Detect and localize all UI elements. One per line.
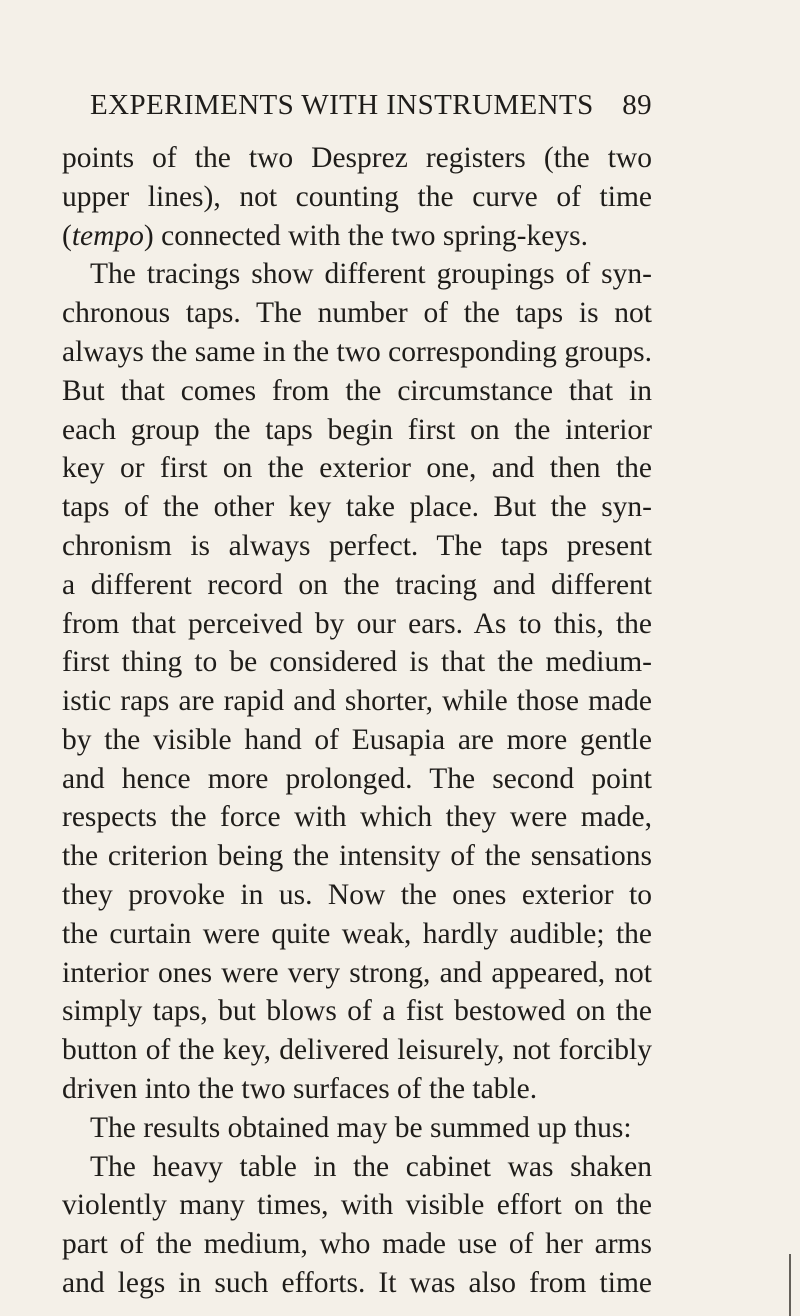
text-line-27: The heavy table in the cabinet was shaken: [90, 1151, 652, 1183]
text-line-08: each group the taps begin first on the interior: [62, 414, 652, 446]
text-line-03-italic: tempo: [71, 220, 144, 252]
text-line-03-prefix: (: [62, 220, 72, 252]
text-line-20: they provoke in us. Now the ones exterior to: [62, 879, 652, 911]
text-line-26: The results obtained may be summed up thus:: [90, 1112, 632, 1144]
text-line-19: the criterion being the intensity of the sensations: [62, 840, 652, 872]
text-line-07: But that comes from the circumstance that in: [62, 375, 652, 407]
text-line-15: istic raps are rapid and shorter, while those made: [62, 685, 652, 717]
text-line-10: taps of the other key take place. But the syn-: [62, 491, 652, 523]
running-head-title: EXPERIMENTS WITH INSTRUMENTS: [90, 89, 594, 121]
text-line-02: upper lines), not counting the curve of time: [62, 181, 652, 213]
text-line-21: the curtain were quite weak, hardly audible; the: [62, 918, 652, 950]
text-line-13: from that perceived by our ears. As to this, the: [62, 608, 652, 640]
running-head: [90, 84, 652, 126]
text-line-16: by the visible hand of Eusapia are more gentle: [62, 724, 652, 756]
text-line-06: always the same in the two corresponding groups.: [62, 336, 652, 368]
text-line-03-suffix: ) connected with the two spring-keys.: [143, 220, 588, 252]
text-line-24: button of the key, delivered leisurely, not forcibly: [62, 1034, 652, 1066]
text-line-29: part of the medium, who made use of her arms: [62, 1228, 652, 1260]
text-line-17: and hence more prolonged. The second point: [62, 763, 652, 795]
text-line-09: key or first on the exterior one, and then the: [62, 452, 652, 484]
text-line-03: [62, 215, 652, 257]
text-line-14: first thing to be considered is that the medium-: [62, 646, 652, 678]
text-line-28: violently many times, with visible effort on the: [62, 1189, 652, 1221]
text-line-25: driven into the two surfaces of the table.: [62, 1073, 538, 1105]
text-line-18: respects the force with which they were made,: [62, 801, 652, 833]
text-line-01: points of the two Desprez registers (the two: [62, 142, 652, 174]
page-number: 89: [622, 89, 652, 121]
text-line-04: The tracings show different groupings of syn-: [90, 258, 652, 290]
text-line-11: chronism is always perfect. The taps present: [62, 530, 652, 562]
text-line-05: chronous taps. The number of the taps is not: [62, 297, 652, 329]
page-edge-mark: [789, 1254, 791, 1316]
text-line-22: interior ones were very strong, and appeared, not: [62, 957, 652, 989]
text-line-12: a different record on the tracing and different: [62, 569, 652, 601]
text-line-23: simply taps, but blows of a fist bestowed on the: [62, 995, 652, 1027]
text-line-30: and legs in such efforts. It was also from time: [62, 1267, 652, 1299]
